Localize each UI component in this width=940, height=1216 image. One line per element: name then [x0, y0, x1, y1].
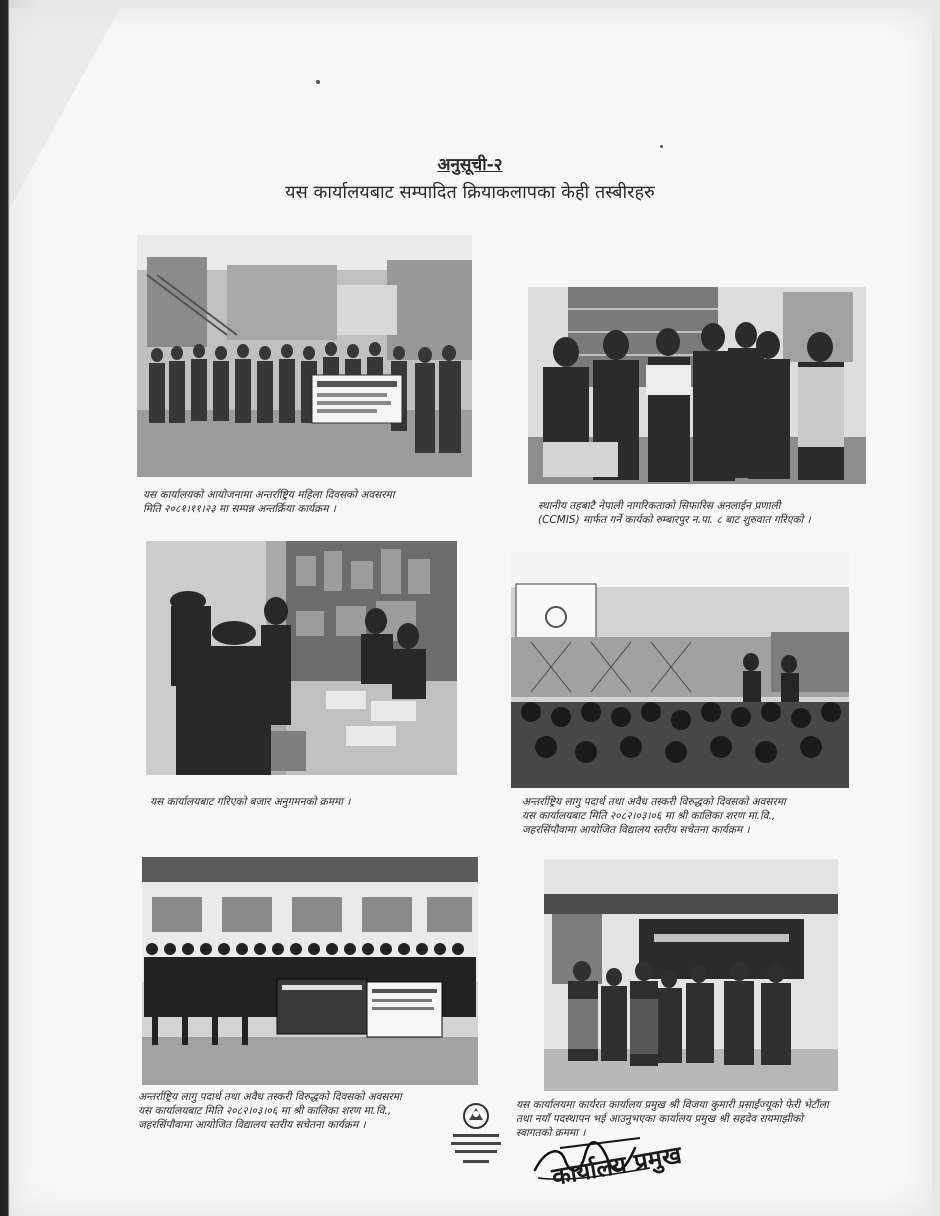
caption-line: (CCMIS) मार्फत गर्ने कार्यको रुम्बारपुर न.पा. ८ बाट शुरुवात गरिएको । — [538, 514, 811, 526]
photo-school-awareness-students — [142, 857, 478, 1085]
caption-line: यस कार्यालयबाट मिति २०८२।०३।०६ मा श्री कालिका शरण मा.वि., — [138, 1105, 392, 1117]
photo-womens-day-group — [137, 235, 472, 477]
photo-ccmis-launch — [528, 247, 866, 484]
caption-line: अन्तर्राष्ट्रिय लागु पदार्थ तथा अवैध तस्करी विरुद्धको दिवसको अवसरमा — [522, 796, 786, 808]
annex-heading: अनुसूची-२ — [437, 155, 503, 175]
caption-line: स्वागतको क्रममा । — [516, 1127, 586, 1139]
photo-school-awareness-hall — [511, 552, 849, 788]
caption-line: यस कार्यालयमा कार्यरत कार्यालय प्रमुख श्री विजया कुमारी प्रसाईंज्यूको फेरी भेटौंला — [516, 1099, 829, 1111]
caption-line: यस कार्यालयबाट मिति २०८२।०३।०६ मा श्री कालिका शरण मा.वि., — [522, 810, 776, 822]
photo-market-monitoring — [146, 541, 457, 775]
caption-photo-3 — [150, 795, 350, 809]
caption-photo-4 — [522, 795, 786, 837]
caption-line: मिति २०८१।११।२३ मा सम्पन्न अन्तर्क्रिया कार्यक्रम । — [143, 503, 336, 515]
caption-line: तथा नयाँ पदस्थापन भई आउनुभएका कार्यालय प्रमुख श्री सहदेव रायमाझीको — [516, 1113, 803, 1125]
scan-speck — [660, 145, 663, 148]
scan-speck — [316, 80, 320, 84]
office-chief-stamp-text: कार्यालय प्रमुख — [549, 1140, 684, 1192]
caption-line: अन्तर्राष्ट्रिय लागु पदार्थ तथा अवैध तस्करी विरुद्धको दिवसको अवसरमा — [138, 1091, 402, 1103]
caption-line: जहरसिंपौवामा आयोजित विद्यालय स्तरीय सचेतना कार्यक्रम । — [522, 824, 750, 836]
caption-line: यस कार्यालयको आयोजनामा अन्तर्राष्ट्रिय महिला दिवसको अवसरमा — [143, 489, 395, 501]
page-title: यस कार्यालयबाट सम्पादित क्रियाकलापका केही तस्बीरहरु — [285, 182, 655, 203]
caption-photo-1 — [143, 488, 395, 516]
photo-farewell-welcome — [544, 859, 838, 1091]
office-seal-stamp — [445, 1098, 507, 1178]
caption-line: यस कार्यालयबाट गरिएको बजार अनुगमनको क्रममा । — [150, 796, 351, 808]
caption-photo-5 — [138, 1090, 402, 1132]
caption-line: स्थानीय तहबाटै नेपाली नागरिकताको सिफारिस अनलाईन प्रणाली — [538, 500, 781, 512]
caption-line: जहरसिंपौवामा आयोजित विद्यालय स्तरीय सचेतना कार्यक्रम । — [138, 1119, 366, 1131]
page-fold-shadow — [10, 8, 120, 208]
caption-photo-2 — [538, 499, 811, 527]
